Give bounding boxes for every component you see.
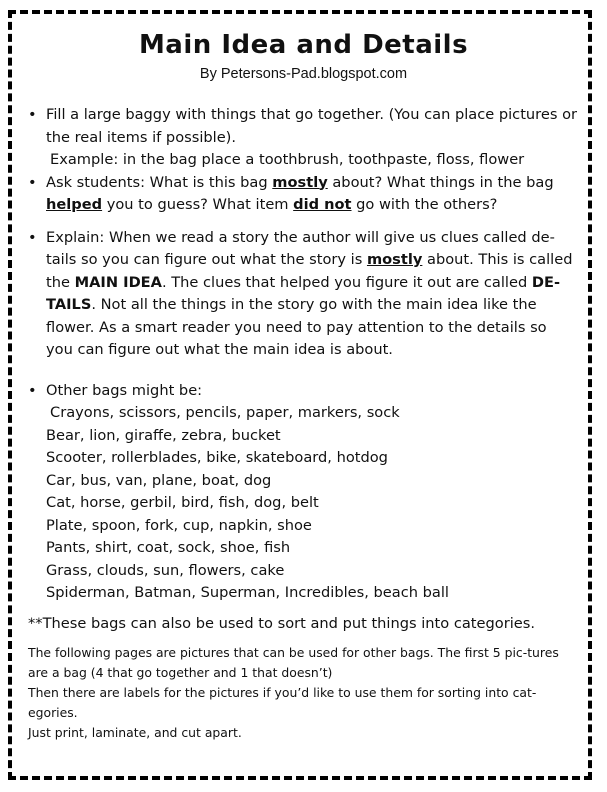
bullet-dot: • bbox=[28, 106, 37, 123]
ask-text-1: Ask students: What is this bag bbox=[46, 173, 273, 191]
categories-note: **These bags can also be used to sort and put things into categories. bbox=[28, 614, 535, 632]
example-text: Example: in the bag place a toothbrush, toothpaste, floss, flower bbox=[50, 151, 525, 168]
bullet-dot: • bbox=[28, 381, 37, 399]
list-item: Plate, spoon, fork, cup, napkin, shoe bbox=[46, 516, 312, 534]
bullet-dot: • bbox=[28, 173, 37, 191]
footer-line: Then there are labels for the pictures if you’d like to use them for sorting into cat-egories. bbox=[28, 685, 537, 720]
bullet-ask-students bbox=[28, 172, 578, 217]
instruction-text: Fill a large baggy with things that go together. (You can place pictures or the real items if possible). bbox=[46, 106, 578, 146]
byline: By Petersons-Pad.blogspot.com bbox=[199, 66, 408, 82]
list-item: Cat, horse, gerbil, bird, fish, dog, belt bbox=[46, 494, 319, 511]
footer-line: The following pages are pictures that can be used for other bags. The first 5 pic-tures are a bag (4 that go together and 1 that doesn’t) bbox=[28, 645, 559, 680]
list-item: Spiderman, Batman, Superman, Incredibles, beach ball bbox=[46, 584, 449, 601]
list-item: Pants, shirt, coat, sock, shoe, fish bbox=[46, 539, 291, 556]
ask-text-4: go with the others? bbox=[351, 196, 498, 213]
explain-text-3: . The clues that helped you figure it out are called bbox=[161, 273, 532, 291]
list-item: Crayons, scissors, pencils, paper, markers, sock bbox=[50, 404, 400, 421]
ask-emphasis-did-not: did not bbox=[293, 196, 352, 213]
list-item: Car, bus, van, plane, boat, dog bbox=[46, 471, 272, 489]
content bbox=[28, 104, 578, 743]
explain-text-2: about. This is called the bbox=[46, 251, 573, 291]
list-item: Bear, lion, giraffe, zebra, bucket bbox=[46, 426, 281, 444]
page-title: Main Idea and Details bbox=[138, 30, 469, 60]
other-bags-list bbox=[46, 402, 578, 605]
bullet-dot: • bbox=[28, 228, 37, 246]
list-item: Scooter, rollerblades, bike, skateboard, hotdog bbox=[46, 449, 388, 466]
list-item: Grass, clouds, sun, flowers, cake bbox=[46, 561, 285, 579]
explain-text-1: Explain: When we read a story the author will give us clues called de-tails so you can figure out what the story is bbox=[46, 228, 555, 268]
bullet-instructions bbox=[28, 104, 578, 172]
bullet-explain bbox=[28, 227, 578, 362]
ask-emphasis-mostly: mostly bbox=[272, 173, 328, 191]
explain-text-4: . Not all the things in the story go with the main idea like the flower. As a smart reader you need to pay attention to the details so you can figure out what the main idea is about. bbox=[46, 296, 547, 358]
bullet-other-bags bbox=[28, 380, 578, 605]
footer-line: Just print, laminate, and cut apart. bbox=[28, 725, 242, 740]
ask-text-2: about? What things in the bag bbox=[327, 173, 554, 191]
explain-details: DE-TAILS bbox=[46, 273, 561, 313]
explain-emphasis-mostly: mostly bbox=[366, 251, 423, 268]
footer-notes bbox=[28, 643, 578, 743]
ask-emphasis-helped: helped bbox=[46, 196, 103, 213]
other-bags-intro: Other bags might be: bbox=[46, 381, 203, 399]
explain-main-idea: MAIN IDEA bbox=[74, 273, 162, 291]
ask-text-3: you to guess? What item bbox=[102, 196, 294, 213]
